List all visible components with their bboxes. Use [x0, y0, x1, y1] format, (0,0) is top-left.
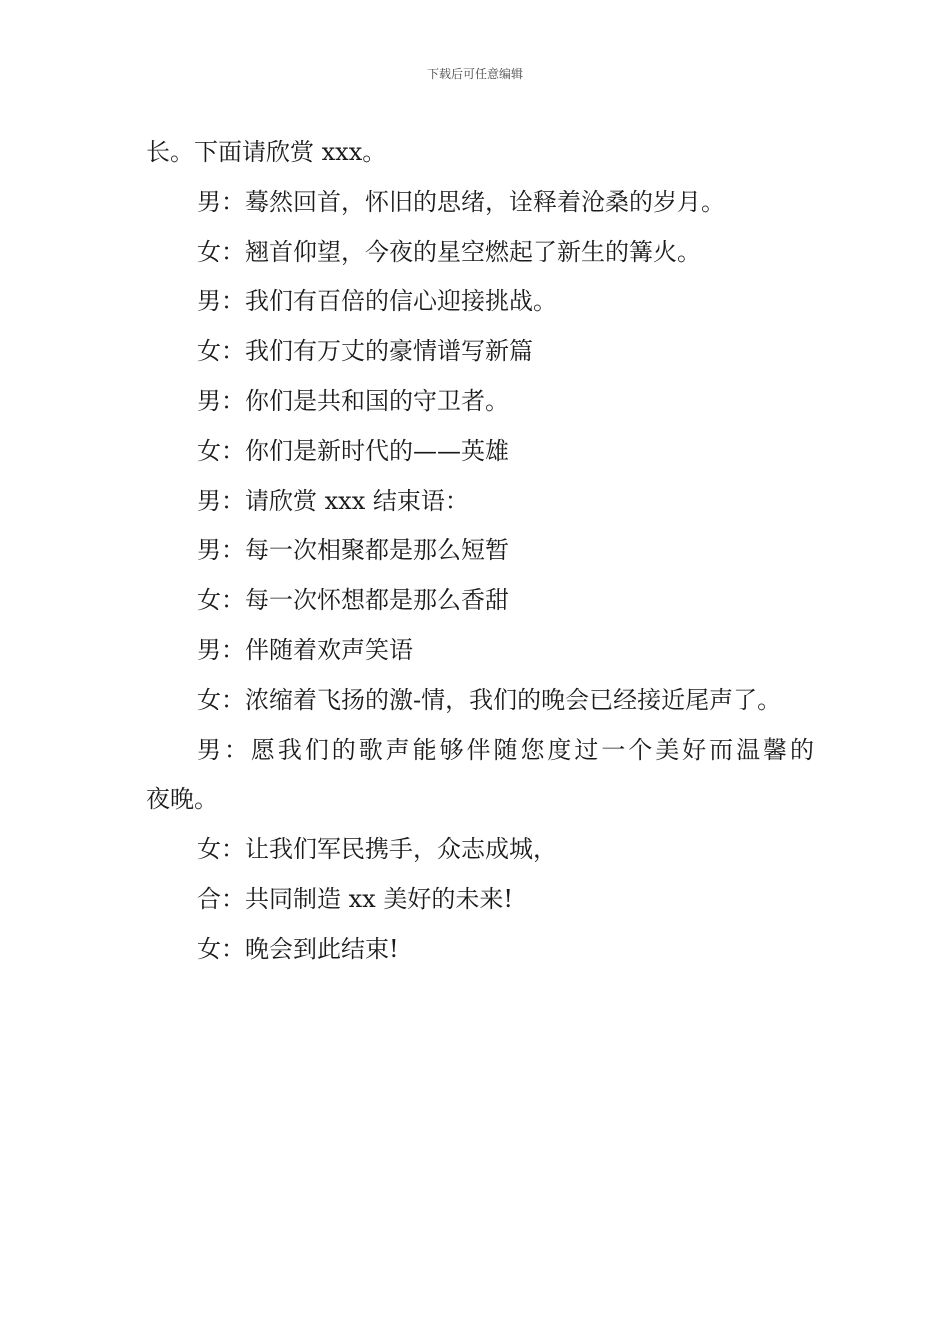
dialogue-line-male: 男：我们有百倍的信心迎接挑战。	[197, 287, 557, 316]
dialogue-line-female: 女：每一次怀想都是那么香甜	[197, 586, 509, 615]
text-line-continuation: 夜晚。	[146, 785, 218, 814]
dialogue-line-female: 女：浓缩着飞扬的激-情，我们的晚会已经接近尾声了。	[197, 685, 782, 714]
dialogue-line-male: 男：愿我们的歌声能够伴随您度过一个美好而温馨的	[197, 735, 814, 764]
dialogue-line-female: 女：晚会到此结束!	[197, 934, 399, 963]
dialogue-line-male: 男：每一次相聚都是那么短暂	[197, 536, 509, 565]
dialogue-line-female: 女：翘首仰望，今夜的星空燃起了新生的篝火。	[197, 237, 701, 266]
dialogue-line-female: 女：我们有万丈的豪情谱写新篇	[197, 337, 533, 366]
dialogue-line-female: 女：让我们军民携手，众志成城，	[197, 835, 557, 864]
dialogue-line-male: 男：请欣赏 xxx 结束语：	[197, 486, 469, 515]
document-body	[146, 128, 814, 975]
text-line-continuation: 长。下面请欣赏 xxx。	[146, 138, 387, 166]
dialogue-line-male: 男：蓦然回首，怀旧的思绪，诠释着沧桑的岁月。	[197, 187, 725, 216]
dialogue-line-male: 男：伴随着欢声笑语	[197, 635, 413, 664]
dialogue-line-chorus: 合：共同制造 xx 美好的未来!	[197, 884, 513, 913]
page-header: 下载后可任意编辑	[426, 67, 523, 81]
dialogue-line-male: 男：你们是共和国的守卫者。	[197, 386, 509, 415]
dialogue-line-female: 女：你们是新时代的——英雄	[197, 436, 509, 465]
